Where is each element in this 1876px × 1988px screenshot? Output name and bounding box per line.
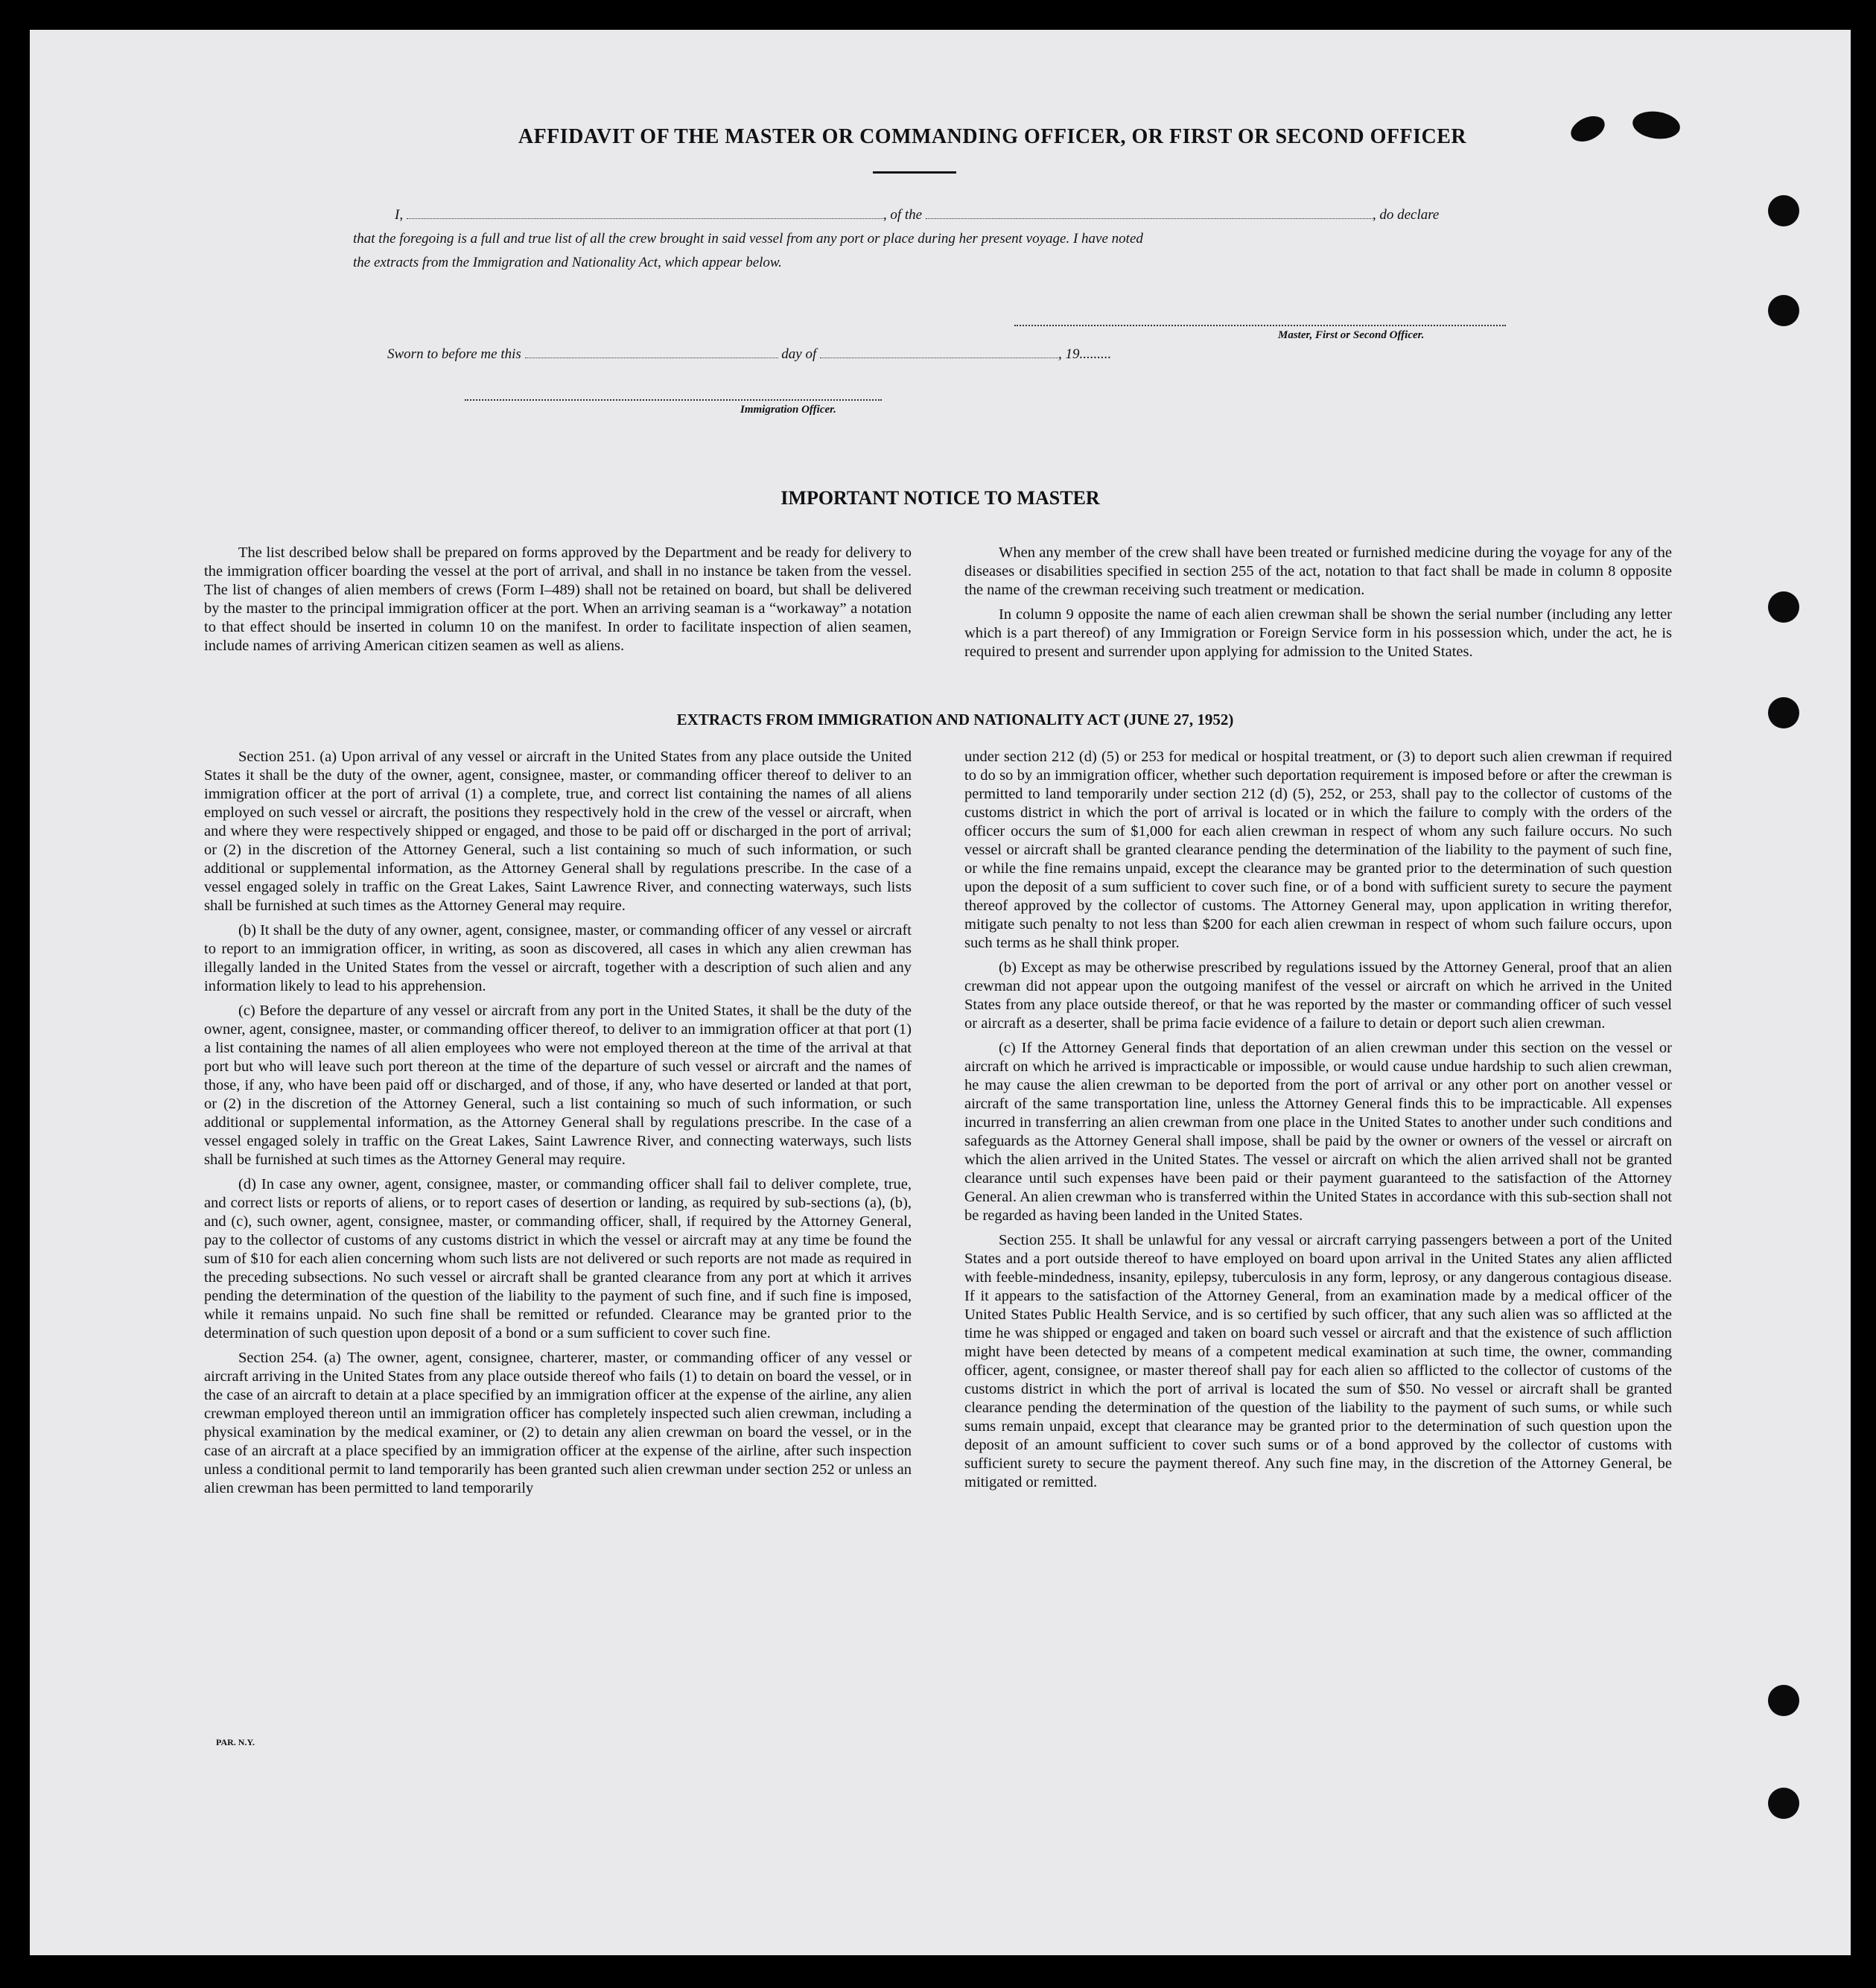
sworn-prefix: Sworn to before me this xyxy=(387,346,521,362)
sworn-day-blank[interactable] xyxy=(525,357,778,358)
officer-caption: Immigration Officer. xyxy=(740,404,836,416)
section-paragraph: Section 255. It shall be unlawful for any vessal or aircraft carrying passengers between a port of the United States and a port outside thereof to have employed on board upon arrival in the United States any alien afflicted with feeble-mindedness, insanity, epilepsy, tuberculosis in any form, leprosy, or any dangerous contagious disease. If it appears to the satisfaction of the Attorney General, from an examination made by a medical officer of the United States Public Health Service, and is so certified by such officer, that any such alien was so afflicted at the time he was shipped or engaged and taken on board such vessel or aircraft and that the existence of such affliction might have been detected by means of a competent medical examination at such time, the owner, commanding officer, agent, consignee, or master thereof shall pay for each alien so afflicted to the collector of customs of the customs district in which the port of arrival is located the sum of $50. No vessel or aircraft shall be granted clearance pending the determination of the question of the liability to the payment of such sums, or while such sums remain unpaid, except that clearance may be granted prior to the determination of such question upon the deposit of an amount sufficient to cover such sums or of a bond approved by the collector of customs with sufficient surety to secure the payment thereof. Any such fine may, in the discretion of the Attorney General, be mitigated or remitted. xyxy=(964,1232,1672,1490)
sworn-month-blank[interactable] xyxy=(820,357,1058,358)
notice-paragraph: In column 9 opposite the name of each alien crewman shall be shown the serial number (including any letter which is a part thereof) of any Immigration or Foreign Service form in his possession which, under the act, he is required to present and surrender upon applying for admission to the United States. xyxy=(964,606,1672,660)
declaration-line xyxy=(395,207,1439,223)
printer-mark: PAR. N.Y. xyxy=(216,1737,255,1747)
binder-hole-icon xyxy=(1768,697,1799,728)
section-paragraph: (b) Except as may be otherwise prescribed by regulations issued by the Attorney General, proof that an alien crewman did not appear upon the outgoing manifest of the vessel or aircraft on which he arrived in the United States from any place outside thereof, or that he was reported by the master or commanding officer of such vessel or aircraft as a deserter, shall be prima facie evidence of a failure to detain or deport such alien crewman. xyxy=(964,959,1672,1032)
notice-paragraph: The list described below shall be prepared on forms approved by the Department and be ready for delivery to the immigration officer boarding the vessel at the port of arrival, and shall in no instance be taken from the vessel. The list of changes of alien members of crews (Form I–489) shall not be retained on board, but shall be delivered by the master to the principal immigration officer at the port. When an arriving seaman is a “workaway” a notation to that effect should be inserted in column 10 on the manifest. In order to facilitate inspection of alien seamen, include names of arriving American citizen seamen as well as aliens. xyxy=(204,544,912,654)
binder-hole-icon xyxy=(1768,295,1799,326)
title-underline xyxy=(873,171,956,174)
extracts-title: EXTRACTS FROM IMMIGRATION AND NATIONALITY ACT (JUNE 27, 1952) xyxy=(676,711,1234,728)
form-page xyxy=(30,30,1851,1955)
declarant-name-blank[interactable] xyxy=(407,217,883,219)
declarant-of-text: , of the xyxy=(883,207,923,223)
master-signature-line[interactable] xyxy=(1014,325,1506,326)
vessel-name-blank[interactable] xyxy=(926,217,1373,219)
notice-right-column xyxy=(964,544,1672,667)
declaration-line-3: the extracts from the Immigration and Nationality Act, which appear below. xyxy=(353,255,782,270)
binder-hole-icon xyxy=(1768,1788,1799,1819)
extracts-right-column xyxy=(964,748,1672,1498)
notice-paragraph: When any member of the crew shall have been treated or furnished medicine during the voyage for any of the diseases or disabilities specified in section 255 of the act, notation to that fact shall be made in column 8 opposite the name of the crewman receiving such treatment or medication. xyxy=(964,544,1672,598)
officer-signature-line[interactable] xyxy=(465,399,882,401)
sworn-year-text: , 19......... xyxy=(1058,346,1112,362)
master-caption: Master, First or Second Officer. xyxy=(1278,329,1425,341)
binder-hole-icon xyxy=(1768,195,1799,226)
notice-title: IMPORTANT NOTICE TO MASTER xyxy=(780,487,1100,509)
affidavit-title: AFFIDAVIT OF THE MASTER OR COMMANDING OFFICER, OR FIRST OR SECOND OFFICER xyxy=(518,125,1467,148)
declare-text: , do declare xyxy=(1372,207,1440,223)
extracts-left-column xyxy=(204,748,912,1504)
notice-left-column xyxy=(204,544,912,661)
section-paragraph: (b) It shall be the duty of any owner, agent, consignee, master, or commanding officer of any vessel or aircraft to report to an immigration officer, in writing, as soon as discovered, all cases in which any alien crewman has illegally landed in the United States from the vessel or aircraft, together with a description of such alien and any information likely to lead to his apprehension. xyxy=(204,922,912,994)
section-paragraph: (c) If the Attorney General finds that deportation of an alien crewman under this section on the vessel or aircraft on which he arrived is impracticable or impossible, or would cause undue hardship to such alien crewman, he may cause the alien crewman to be deported from the port of arrival or any other port on another vessel or aircraft of the same transportation line, unless the Attorney General finds this to be impracticable. All expenses incurred in transferring an alien crewman from one place in the United States to another under such conditions and safeguards as the Attorney General shall impose, shall be paid by the owner or owners of the vessel or aircraft on which the alien arrived in the United States. The vessel or aircraft on which the alien arrived shall not be granted clearance until such expenses have been paid or their payment guaranteed to the satisfaction of the Attorney General. An alien crewman who is transferred within the United States in accordance with this sub-section shall not be regarded as having been landed in the United States. xyxy=(964,1040,1672,1224)
section-paragraph: (c) Before the departure of any vessel or aircraft from any port in the United States, it shall be the duty of the owner, agent, consignee, master, or commanding officer thereof, to deliver to an immigration officer at that port (1) a list containing the names of all alien employees who were not employed thereon at the time of the arrival at that port but who will leave such port thereon at the time of the departure of such vessel or aircraft and the names of those, if any, who have been paid off or discharged, and of those, if any, who have deserted or landed at that port, or (2) in the discretion of the Attorney General, such a list containing so much of such information, or such additional or supplemental information, as the Attorney General shall by regulations prescribe. In the case of a vessel engaged solely in traffic on the Great Lakes, Saint Lawrence River, and connecting waterways, such lists shall be furnished at such times as the Attorney General may require. xyxy=(204,1003,912,1168)
section-paragraph: (d) In case any owner, agent, consignee, master, or commanding officer shall fail to deliver complete, true, and correct lists or reports of aliens, or to report cases of desertion or landing, as required by sub-sections (a), (b), and (c), such owner, agent, consignee, master, or commanding officer, shall, if required by the Attorney General, pay to the collector of customs of any customs district in which the vessel or aircraft may at any time be found the sum of $10 for each alien concerning whom such lists are not delivered or such reports are not made as required in the preceding subsections. No such vessel or aircraft shall be granted clearance from any port at which it arrives pending the determination of the question of the liability to the payment of such fine, and if such fine is imposed, while it remains unpaid. No such fine shall be remitted or refunded. Clearance may be granted prior to the determination of such question upon deposit of a bond or a sum sufficient to cover such fine. xyxy=(204,1176,912,1341)
sworn-dayof-text: day of xyxy=(781,346,817,362)
binder-hole-icon xyxy=(1768,591,1799,623)
binder-hole-icon xyxy=(1768,1685,1799,1716)
declarant-prefix: I, xyxy=(395,207,404,223)
section-paragraph: under section 212 (d) (5) or 253 for medical or hospital treatment, or (3) to deport such alien crewman if required to do so by an immigration officer, whether such deportation requirement is imposed before or after the crewman is permitted to land temporarily under section 212 (d) (5), 252, or 253, shall pay to the collector of customs of the customs district in which the port of arrival is located or in which the failure to comply with the orders of the officer occurs the sum of $1,000 for each alien crewman in respect of whom any such failure occurs. No such vessel or aircraft shall be granted clearance pending the determination of the liability to the payment of such fine, or while the fine remains unpaid, except the clearance may be granted prior to the determination of such question upon the deposit of a sum sufficient to cover such fine, or of a bond with sufficient surety to secure the payment thereof approved by the collector of customs. The Attorney General may, upon application in writing therefor, mitigate such penalty to not less than $200 for each alien crewman in respect of whom such failure occurs, upon such terms as he shall think proper. xyxy=(964,749,1672,951)
declaration-line-2: that the foregoing is a full and true list of all the crew brought in said vessel from any port or place during her present voyage. I have noted xyxy=(353,231,1143,247)
section-paragraph: Section 254. (a) The owner, agent, consignee, charterer, master, or commanding officer of any vessel or aircraft arriving in the United States from any place outside thereof who fails (1) to detain on board the vessel, or in the case of an aircraft to detain at a place specified by an immigration officer at the expense of the airline, any alien crewman employed thereon until an immigration officer has completely inspected such alien crewman, including a physical examination by the medical examiner, or (2) to detain any alien crewman on board the vessel, or in the case of an aircraft at a place specified by an immigration officer at the expense of the airline, after such inspection unless a conditional permit to land temporarily has been granted such alien crewman under section 252 or unless an alien crewman has been permitted to land temporarily xyxy=(204,1350,912,1496)
section-paragraph: Section 251. (a) Upon arrival of any vessel or aircraft in the United States from any place outside the United States it shall be the duty of the owner, agent, consignee, master, or commanding officer thereof to deliver to an immigration officer at the port of arrival (1) a complete, true, and correct list containing the names of all aliens employed on such vessel or aircraft, the positions they respectively hold in the crew of the vessel or aircraft, when and where they were respectively shipped or engaged, and those to be paid off or discharged in the port of arrival; or (2) in the discretion of the Attorney General, such a list containing so much of such information, or such additional or supplemental information, as the Attorney General shall by regulations prescribe. In the case of a vessel engaged solely in traffic on the Great Lakes, Saint Lawrence River, and connecting waterways, such lists shall be furnished at such times as the Attorney General may require. xyxy=(204,749,912,914)
sworn-line xyxy=(387,346,1111,363)
